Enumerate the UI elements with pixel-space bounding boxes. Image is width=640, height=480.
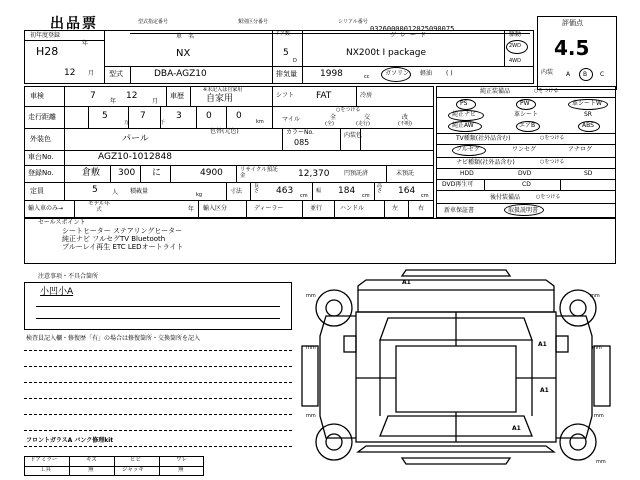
mile-label: マイル	[282, 116, 300, 123]
page-title: 出品票	[50, 16, 98, 32]
mileage-opt-b-sub: (走行)	[356, 121, 370, 127]
mileage-label: 走行距離	[28, 113, 56, 121]
mm-tl: mm	[306, 293, 316, 299]
mm-ml: mm	[306, 345, 316, 351]
color-change-label: 色替(元色)	[210, 128, 239, 135]
notes-text: 小凹小A	[40, 287, 74, 297]
grade-value: NX200t I package	[346, 48, 426, 58]
equip-leather-w: 革シートW	[572, 100, 602, 107]
size-label: 寸法	[230, 188, 243, 195]
equip-navi: 純正ナビ	[452, 111, 477, 118]
shift-label: シフト	[276, 92, 295, 99]
height-value: 164	[398, 186, 416, 196]
notes-footer: フロントガラスA バンク修理kit	[26, 437, 114, 444]
mileage-d5: 0	[236, 111, 242, 121]
import-dealer: ディーラー	[254, 205, 284, 212]
legend-r1-d: ワレ	[176, 457, 188, 463]
after-warranty: 新車保証書	[444, 207, 475, 214]
inspection-year-mark: 年	[110, 98, 117, 105]
sales-points-label: セールスポイント	[38, 219, 86, 226]
drive-4wd: 4WD	[509, 58, 521, 64]
displacement-value: 1998	[320, 69, 343, 79]
plate-kana: に	[152, 168, 162, 178]
interior-grade-label: 内装	[541, 69, 554, 76]
interior-grade-a: A	[566, 71, 571, 78]
legend-r1-a: ドアミラー	[30, 457, 58, 463]
fuel-other: ( )	[446, 70, 453, 77]
tv-analog: アナログ	[568, 146, 593, 153]
load-unit: kg	[196, 192, 203, 198]
car-name: NX	[176, 48, 191, 59]
mileage-unit: km	[256, 119, 264, 125]
width-value: 184	[338, 186, 356, 196]
recycle-label: リサイクル預託金	[240, 167, 278, 180]
equip-abs: ABS	[582, 122, 594, 129]
chassis-label: 車台No.	[28, 153, 54, 161]
serial-number: 03260000012025090075	[370, 25, 455, 33]
type-value: DBA-AGZ10	[154, 69, 207, 79]
cd-label: CD	[522, 181, 531, 188]
serial-label: シリアル番号	[338, 19, 368, 25]
inspection-label: 車検	[30, 92, 44, 100]
mark-right-1: A1	[538, 341, 547, 348]
equipment-header: 純正装備品	[480, 88, 511, 95]
sales-line-1: シートヒーター ステアリングヒーター	[62, 227, 183, 235]
notes-label: 注意事項・不具合箇所	[38, 273, 99, 280]
first-reg-era: H28	[36, 45, 59, 58]
import-class-label: 輸入区分	[203, 205, 228, 212]
legend-r2-b: 無	[88, 467, 94, 473]
type-no-label: 型式指定番号	[138, 19, 169, 25]
fuel-gasoline: ガソリン	[385, 70, 410, 77]
mileage-man: 万	[124, 120, 130, 126]
shift-value: FAT	[316, 91, 332, 101]
inspection-month: 12	[126, 91, 138, 101]
inspector-label: 検査員記入欄・修復歴「有」の場合は修復箇所・交換箇所を記入	[26, 335, 201, 342]
legend-r1-c: ヒビ	[130, 457, 142, 463]
interior-grade-b: B	[583, 71, 588, 78]
handle-right: 右	[418, 205, 425, 212]
plate-number: 4900	[200, 168, 223, 178]
color-label: 外装色	[30, 135, 51, 143]
drive-2wd: 2WD	[509, 43, 521, 49]
after-note: ○をつける	[536, 194, 561, 200]
mark-rear: A1	[512, 425, 521, 432]
inspection-year: 7	[90, 91, 96, 101]
mileage-opt-c: 改	[402, 114, 409, 121]
mileage-opt-b: 交	[364, 114, 371, 121]
usage-note: ※未記入は自家用	[203, 87, 243, 93]
after-manual: 取扱説明書	[508, 207, 539, 214]
mileage-opt-a: 全	[330, 114, 337, 121]
recycle-status: 未預託	[396, 170, 415, 177]
tv-oneseg: ワンセグ	[512, 146, 537, 153]
equip-leather: 革シート	[514, 111, 539, 118]
first-reg-label: 初年度登録	[30, 32, 61, 39]
import-label: 輸入車のみ→	[28, 205, 64, 212]
doors-label: ドア数	[275, 31, 290, 37]
grade-label: グレード	[390, 32, 431, 39]
model-year-unit: 年	[188, 206, 195, 213]
handle-left: 左	[392, 205, 399, 212]
car-name-label: 車名	[176, 33, 201, 40]
plate-label: 登録No.	[28, 169, 54, 177]
capacity-unit: 人	[112, 189, 119, 196]
legend-r1-b: キズ	[86, 457, 97, 463]
mileage-d3: 3	[176, 111, 182, 121]
mm-br: mm	[594, 413, 604, 419]
legend-r2-c: ジャッキ	[122, 467, 144, 473]
mark-front: A1	[402, 279, 411, 286]
sales-line-2: 純正ナビ フルセグTV Bluetooth	[62, 235, 166, 243]
plate-region: 倉敷	[82, 168, 101, 178]
type-label: 型式	[109, 70, 123, 78]
navi-dvd: DVD	[518, 170, 532, 177]
drive-label: 駆動	[509, 31, 522, 38]
mileage-sen: 千	[160, 120, 166, 126]
navi-header: ナビ種類(社外品含む)	[456, 159, 515, 166]
load-label: 積載量	[130, 188, 149, 195]
interior-color-label: 内装色	[344, 132, 363, 139]
navi-sd: SD	[584, 170, 593, 177]
tv-fullseg: フルセグ	[456, 146, 480, 153]
legend-r2-a: 工具	[40, 467, 52, 473]
displacement-unit: cc	[364, 74, 370, 80]
score-label: 評価点	[562, 19, 583, 27]
capacity-value: 5	[92, 185, 98, 195]
handle-label: ハンドル	[340, 205, 365, 212]
height-unit: cm	[421, 193, 429, 199]
first-reg-year-mark: 年	[82, 40, 89, 47]
mm-bl: mm	[306, 413, 316, 419]
recycle-unit: 円預託済	[344, 170, 369, 177]
chassis-value: AGZ10-1012848	[98, 152, 172, 162]
score-value: 4.5	[554, 36, 590, 60]
mm-bottom: mm	[596, 459, 606, 465]
equip-sr: SR	[584, 111, 592, 118]
after-header: 後付装備品	[490, 194, 521, 201]
doors-value: 5	[283, 48, 289, 58]
mileage-opt-a-sub: (全)	[325, 121, 334, 127]
usage-value: 自家用	[206, 94, 234, 104]
import-parallel: 並行	[310, 205, 323, 212]
length-label: 長さ	[254, 183, 260, 194]
interior-grade-c: C	[600, 71, 605, 78]
sales-line-3: ブルーレイ再生 ETC LEDオートライト	[62, 243, 184, 251]
mileage-d1: 5	[102, 111, 108, 121]
displacement-label: 排気量	[276, 70, 297, 78]
equip-pw: PW	[520, 100, 530, 107]
first-reg-month-mark: 月	[88, 70, 95, 77]
equip-ps: PS	[460, 100, 468, 107]
color-name: パール	[122, 134, 149, 144]
dvd-play-label: DVD再生可	[442, 181, 474, 188]
fuel-diesel: 軽油	[420, 70, 433, 77]
tv-note: ○をつける	[540, 135, 565, 141]
doors-sub: D	[293, 58, 297, 64]
mm-mr: mm	[592, 345, 602, 351]
height-label: 高さ	[377, 183, 383, 194]
recycle-amount: 12,370	[298, 169, 330, 179]
navi-hdd: HDD	[460, 170, 474, 177]
width-label: 幅	[316, 188, 322, 194]
mm-tr: mm	[590, 293, 600, 299]
inspection-month-mark: 月	[152, 98, 159, 105]
class-no-label: 類別区分番号	[238, 19, 269, 25]
color-code-label: カラーNo.	[286, 129, 314, 136]
capacity-label: 定員	[30, 187, 44, 195]
plate-class: 300	[118, 168, 136, 178]
equipment-header-note: ○をつける	[534, 88, 559, 94]
color-code: 085	[294, 138, 310, 147]
equip-airbag: エアB	[519, 122, 536, 129]
navi-note: ○をつける	[540, 159, 565, 165]
mileage-circle-note: ○をつける	[336, 107, 361, 113]
mileage-d2: 7	[140, 111, 146, 121]
car-damage-diagram	[296, 266, 640, 480]
width-unit: cm	[362, 193, 370, 199]
length-unit: cm	[300, 193, 308, 199]
ac-label: 冷房	[360, 92, 373, 99]
first-reg-month: 12	[64, 68, 76, 78]
legend-r2-d: 無	[178, 467, 184, 473]
mileage-opt-c-sub: (不明)	[398, 121, 412, 127]
mark-right-2: A1	[540, 387, 549, 394]
length-value: 463	[276, 186, 294, 196]
model-year-label: モデル年式	[88, 201, 110, 213]
mileage-d4: 0	[206, 111, 212, 121]
tv-header: TV種類(社外品含む)	[456, 135, 511, 142]
equip-aw: 純正AW	[452, 122, 474, 129]
usage-label: 車歴	[170, 92, 184, 100]
